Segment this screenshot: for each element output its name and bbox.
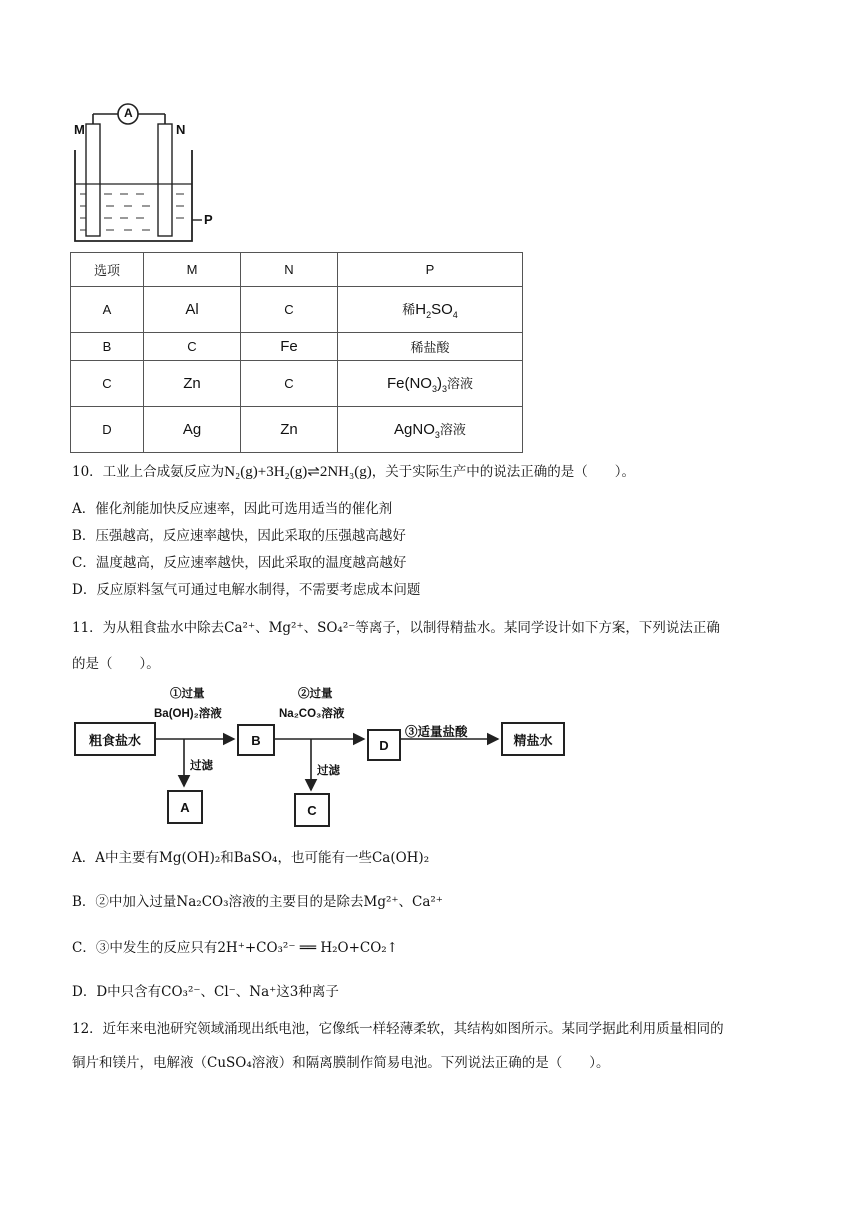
table-cell: B	[71, 333, 144, 361]
flow-box-crude-brine: 粗食盐水	[74, 722, 156, 756]
table-header-cell: 选项	[71, 253, 144, 287]
table-header-cell: P	[338, 253, 523, 287]
table-row	[71, 287, 523, 333]
flow-filter2-label: 过滤	[317, 765, 340, 777]
table-cell: Al	[144, 287, 241, 333]
table-cell: 稀盐酸	[338, 333, 523, 361]
table-cell: C	[71, 361, 144, 407]
flow-box-purified-brine: 精盐水	[501, 722, 565, 756]
flowchart-arrows	[60, 680, 760, 830]
q11-stem-line1: 11．为从粗食盐水中除去Ca²⁺、Mg²⁺、SO₄²⁻等离子，以制得精盐水。某同学设计如下方案，下列说法正确	[72, 620, 720, 636]
table-cell: Fe	[241, 333, 338, 361]
q10-option-c: C．温度越高，反应速率越快，因此采取的温度越高越好	[72, 555, 407, 571]
electrode-m-label: M	[74, 122, 85, 137]
table-cell: Ag	[144, 407, 241, 453]
flow-step2-label: ②过量	[298, 688, 333, 700]
flow-step3-label: ③适量盐酸	[405, 725, 468, 739]
table-header-row	[71, 253, 523, 287]
flow-filter1-label: 过滤	[190, 760, 213, 772]
table-cell: AgNO$_3$溶液	[338, 407, 523, 453]
options-table	[70, 252, 523, 453]
table-cell: Zn	[144, 361, 241, 407]
table-cell: C	[241, 361, 338, 407]
table-cell: $Fe(NO_3)_3$溶液	[338, 361, 523, 407]
q11-option-d: D．D中只含有CO₃²⁻、Cl⁻、Na⁺这3种离子	[72, 984, 339, 1000]
table-cell: C	[144, 333, 241, 361]
flow-box-d: D	[367, 729, 401, 761]
flow-step1-label: ①过量	[170, 688, 205, 700]
q12-stem-line1: 12．近年来电池研究领域涌现出纸电池，它像纸一样轻薄柔软，其结构如图所示。某同学据此利用质量相同的	[72, 1021, 724, 1037]
table-cell: D	[71, 407, 144, 453]
flow-step1-reagent: Ba(OH)₂溶液	[154, 708, 222, 720]
electrode-n-label: N	[176, 122, 186, 137]
ammeter-label: A	[124, 106, 133, 120]
q12-stem-line2: 铜片和镁片，电解液（CuSO₄溶液）和隔离膜制作简易电池。下列说法正确的是（ ）。	[72, 1055, 610, 1071]
q10-option-b: B．压强越高，反应速率越快，因此采取的压强越高越好	[72, 528, 406, 544]
q11-stem-line2: 的是（ ）。	[72, 656, 160, 672]
flow-step2-reagent: Na₂CO₃溶液	[279, 708, 345, 720]
q10-option-a: A．催化剂能加快反应速率，因此可选用适当的催化剂	[72, 501, 393, 517]
flow-box-c: C	[294, 793, 330, 827]
flow-box-b: B	[237, 724, 275, 756]
q11-option-a: A．A中主要有Mg(OH)₂和BaSO₄，也可能有一些Ca(OH)₂	[72, 850, 430, 866]
electrolyte-p-label: P	[204, 212, 213, 227]
q11-option-c: C．③中发生的反应只有2H⁺+CO₃²⁻ ══ H₂O+CO₂↑	[72, 940, 398, 956]
table-cell: Zn	[241, 407, 338, 453]
table-row	[71, 361, 523, 407]
table-cell: C	[241, 287, 338, 333]
flow-box-a: A	[167, 790, 203, 824]
table-header-cell: M	[144, 253, 241, 287]
table-cell: A	[71, 287, 144, 333]
table-header-cell: N	[241, 253, 338, 287]
table-cell: 稀$H_2SO_4$	[338, 287, 523, 333]
q10-stem: 10．工业上合成氨反应为N₂(g)+3H₂(g)⇌2NH₃(g)，关于实际生产中的说法正确的是（ ）。	[72, 464, 635, 480]
table-row	[71, 407, 523, 453]
table-row	[71, 333, 523, 361]
q11-option-b: B．②中加入过量Na₂CO₃溶液的主要目的是除去Mg²⁺、Ca²⁺	[72, 894, 443, 910]
q10-option-d: D．反应原料氢气可通过电解水制得，不需要考虑成本问题	[72, 582, 421, 598]
